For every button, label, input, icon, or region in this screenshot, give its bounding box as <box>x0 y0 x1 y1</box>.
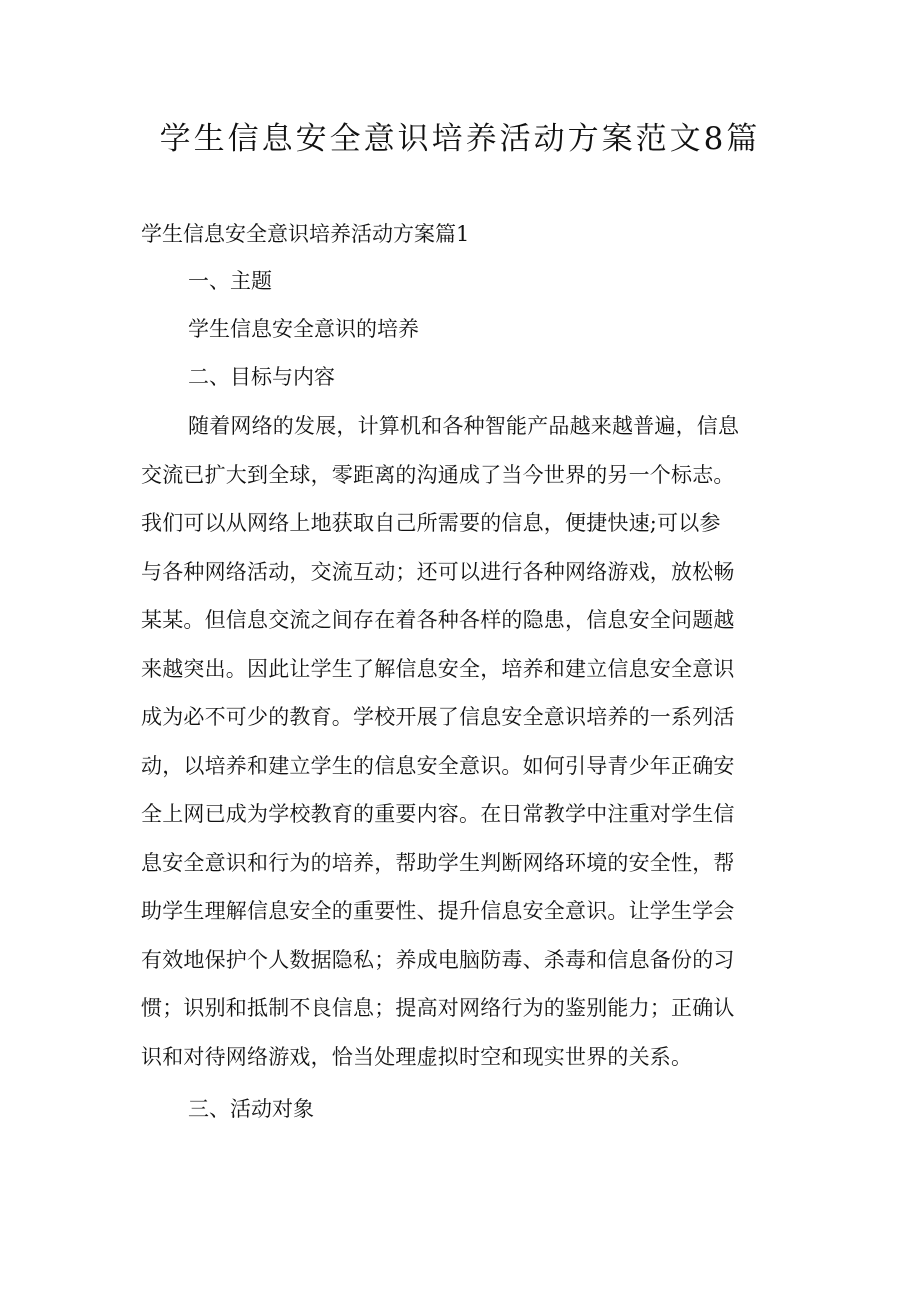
paragraph-line: 交流已扩大到全球，零距离的沟通成了当今世界的另一个标志。 <box>141 462 735 487</box>
paragraph-line: 随着网络的发展，计算机和各种智能产品越来越普遍，信息 <box>188 414 740 438</box>
goals-paragraph <box>141 408 801 1087</box>
paragraph-line: 惯；识别和抵制不良信息；提高对网络行为的鉴别能力；正确认 <box>141 996 735 1020</box>
paragraph-line: 某某。但信息交流之间存在着各种各样的隐患，信息安全问题越 <box>141 608 735 632</box>
paragraph-line: 成为必不可少的教育。学校开展了信息安全意识培养的一系列活 <box>141 705 735 729</box>
section-heading-participants: 三、活动对象 <box>188 1097 314 1121</box>
paragraph-line: 识和对待网络游戏，恰当处理虚拟时空和现实世界的关系。 <box>141 1044 693 1069</box>
paragraph-line: 息安全意识和行为的培养，帮助学生判断网络环境的安全性，帮 <box>141 850 735 875</box>
paragraph-line: 全上网已成为学校教育的重要内容。在日常教学中注重对学生信 <box>141 802 735 826</box>
section-heading-goals: 二、目标与内容 <box>188 365 335 389</box>
paragraph-line: 来越突出。因此让学生了解信息安全，培养和建立信息安全意识 <box>141 656 735 681</box>
section-heading-theme: 一、主题 <box>188 269 272 293</box>
document-title: 学生信息安全意识培养活动方案范文8篇 <box>159 121 761 157</box>
paragraph-line: 有效地保护个人数据隐私；养成电脑防毒、杀毒和信息备份的习 <box>141 947 735 972</box>
section-content-theme: 学生信息安全意识的培养 <box>188 317 419 341</box>
article-heading: 学生信息安全意识培养活动方案篇1 <box>141 222 470 246</box>
paragraph-line: 我们可以从网络上地获取自己所需要的信息，便捷快速;可以参 <box>141 511 721 535</box>
paragraph-line: 动，以培养和建立学生的信息安全意识。如何引导青少年正确安 <box>141 753 735 778</box>
paragraph-line: 与各种网络活动，交流互动；还可以进行各种网络游戏，放松畅 <box>141 559 735 584</box>
paragraph-line: 助学生理解信息安全的重要性、提升信息安全意识。让学生学会 <box>141 899 735 923</box>
